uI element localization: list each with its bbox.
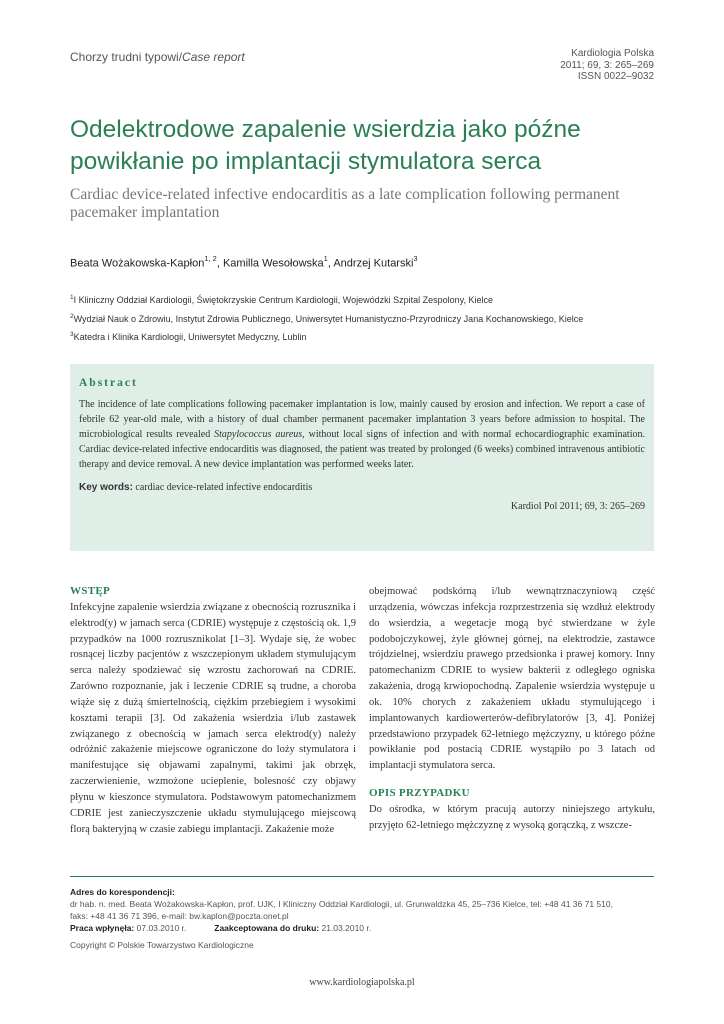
section-label-pl: Chorzy trudni typowi/ (70, 50, 183, 64)
author-list (70, 255, 418, 270)
affiliation-number: 2 (70, 312, 74, 320)
affiliation-list (70, 290, 670, 346)
affiliation-item (70, 327, 670, 346)
author-name: Kamilla Wesołowska (222, 257, 324, 270)
journal-info (560, 48, 654, 83)
abstract-text (79, 397, 645, 472)
case-text: Do ośrodka, w którym pracują autorzy niniejszego artykułu, przyjęto 62-letniego mężczyznę z wysoką gorączką, z wszcze- (369, 803, 655, 831)
left-column (70, 584, 356, 838)
abstract-box (70, 364, 654, 551)
abstract-heading: Abstract (79, 377, 138, 389)
affiliation-item (70, 309, 670, 328)
affiliation-text: I Kliniczny Oddział Kardiologii, Świętokrzyskie Centrum Kardiologii, Wojewódzki Szpital Zespolony, Kielce (73, 295, 493, 305)
keywords-label: Key words: (79, 482, 133, 493)
journal-issn: ISSN 0022–9032 (577, 71, 654, 82)
abstract-text-part: without local signs of infection and with normal echocardiographic examination. Cardiac device-related infective endocarditis was diagnosed, the patient was treated by prolonged (6 weeks) combined intravenous antibiotic therapy and device removal. A new device implantation was performed weeks later. (79, 429, 645, 470)
dates-line (70, 922, 654, 934)
keywords (79, 482, 645, 493)
author-affiliation-ref: 3 (413, 254, 418, 263)
author-affiliation-ref: 1, 2 (204, 254, 217, 263)
affiliation-text: Wydział Nauk o Zdrowiu, Instytut Zdrowia Publicznego, Uniwersytet Humanistyczno-Przyrodniczy Jana Kochanowskiego, Kielce (73, 313, 584, 324)
website-link[interactable]: www.kardiologiapolska.pl (309, 977, 415, 988)
affiliation-item (70, 290, 670, 309)
accepted-date: 21.03.2010 r. (319, 923, 372, 933)
section-label (70, 50, 245, 64)
affiliation-number: 3 (70, 331, 74, 338)
author-separator: , (216, 257, 223, 270)
keywords-value: cardiac device-related infective endocarditis (132, 482, 313, 493)
abstract-citation: Kardiol Pol 2011; 69, 3: 265–269 (510, 501, 645, 512)
case-heading: OPIS PRZYPADKU (369, 787, 470, 800)
abstract-organism: Stapylococcus aureus, (214, 429, 305, 440)
affiliation-number: 1 (70, 294, 74, 301)
intro-heading: WSTĘP (70, 585, 111, 597)
title-english: Cardiac device-related infective endocarditis as a late complication following permanent pacemaker implantation (70, 186, 620, 221)
correspondence-contact: faks: +48 41 36 71 396, e-mail: bw.kaplon@poczta.onet.pl (70, 911, 289, 921)
affiliation-text: Katedra i Klinika Kardiologii, Uniwersytet Medyczny, Lublin (73, 332, 307, 342)
right-column (369, 584, 655, 834)
received-date: 07.03.2010 r. (134, 923, 187, 933)
intro-text: Infekcyjne zapalenie wsierdzia związane z obecnością rozrusznika i elektrod(y) w jamach serca (CDRIE) występuje z częstością ok. 1,9 przypadków na 1000 rozrusznikolat [1–3]. Wydaje się, że wobec rosnącej liczby pacjentów z wszczepionym układem stymulującym serca należy spodziewać się wzrostu zachorowań na CDRIE. Zarówno rozpoznanie, jak i leczenie CDRIE są trudne, a choroba wiąże się z dużą śmiertelnością, ciężkim przebiegiem i wysokimi kosztami terapii [3]. Od zakażenia wsierdzia i/lub zastawek związanego z obecnością w jamach serca elektrod(y) należy odróżnić zakażenie miejscowe ograniczone do loży stymulatora i manifestujące się objawami zapalnymi, takimi jak obrzęk, zaczerwienienie, wzmożone ucieplenie, bolesność czy objawy płynu w kieszonce stymulatora. Podstawowym patomechanizmem CDRIE jest zanieczyszczenie układu stymulującego miejscową florą bakteryjną w czasie zabiegu implantacji. Zakażenie może (70, 601, 356, 835)
title-polish: Odelektrodowe zapalenie wsierdzia jako późne powikłanie po implantacji stymulatora serca (70, 116, 581, 175)
correspondence-address: dr hab. n. med. Beata Wożakowska-Kapłon, prof. UJK, I Kliniczny Oddział Kardiologii, ul. Grunwaldzka 45, 25–736 Kielce, tel: +48 41 36 71 510, (70, 899, 613, 909)
section-label-en: Case report (182, 50, 245, 64)
footer-divider (70, 876, 654, 877)
intro-continued-text: obejmować podskórną i/lub wewnątrznaczyniową część urządzenia, wówczas infekcja rozprzestrzenia się wzdłuż elektrody do wsierdzia, a wegetacje mogą być stwierdzane w żyle podobojczykowej, żyle głównej górnej, na elektrodzie, zastawce trójdzielnej, wsierdziu prawego przedsionka i prawej komory. Inny patomechanizm CDRIE to wysiew bakterii z odległego ogniska zakażenia, drogą krwiopochodną. Zapalenie wsierdzia występuje u ok. 10% chorych z zakażeniem układu stymulującego i implantowanych kardiowerterów-defibrylatorów [3, 4]. Poniżej przedstawiono przypadek 62-letniego mężczyzny, u którego późne powikłanie pod postacią CDRIE wystąpiło po 3 latach od implantacji stymulatora serca. (369, 586, 655, 772)
correspondence-block (70, 886, 654, 934)
journal-name: Kardiologia Polska (571, 48, 654, 59)
copyright: Copyright © Polskie Towarzystwo Kardiologiczne (70, 940, 254, 950)
author-name: Beata Wożakowska-Kapłon (70, 257, 205, 270)
author-separator: , (327, 257, 334, 270)
correspondence-label: Adres do korespondencji: (70, 887, 175, 897)
received-label: Praca wpłynęła: (70, 923, 135, 933)
author-name: Andrzej Kutarski (333, 257, 414, 270)
journal-volume: 2011; 69, 3: 265–269 (560, 59, 654, 71)
author-affiliation-ref: 1 (323, 254, 328, 263)
abstract-text-part: The incidence of late complications following pacemaker implantation is low, mainly caused by erosion and infection. We report a case of febrile 62 year-old male, with a history of dual chamber permanent pacemaker implantation 3 years before admission to hospital. The microbiological results revealed (79, 399, 645, 440)
accepted-label: Zaakceptowana do druku: (214, 923, 320, 933)
